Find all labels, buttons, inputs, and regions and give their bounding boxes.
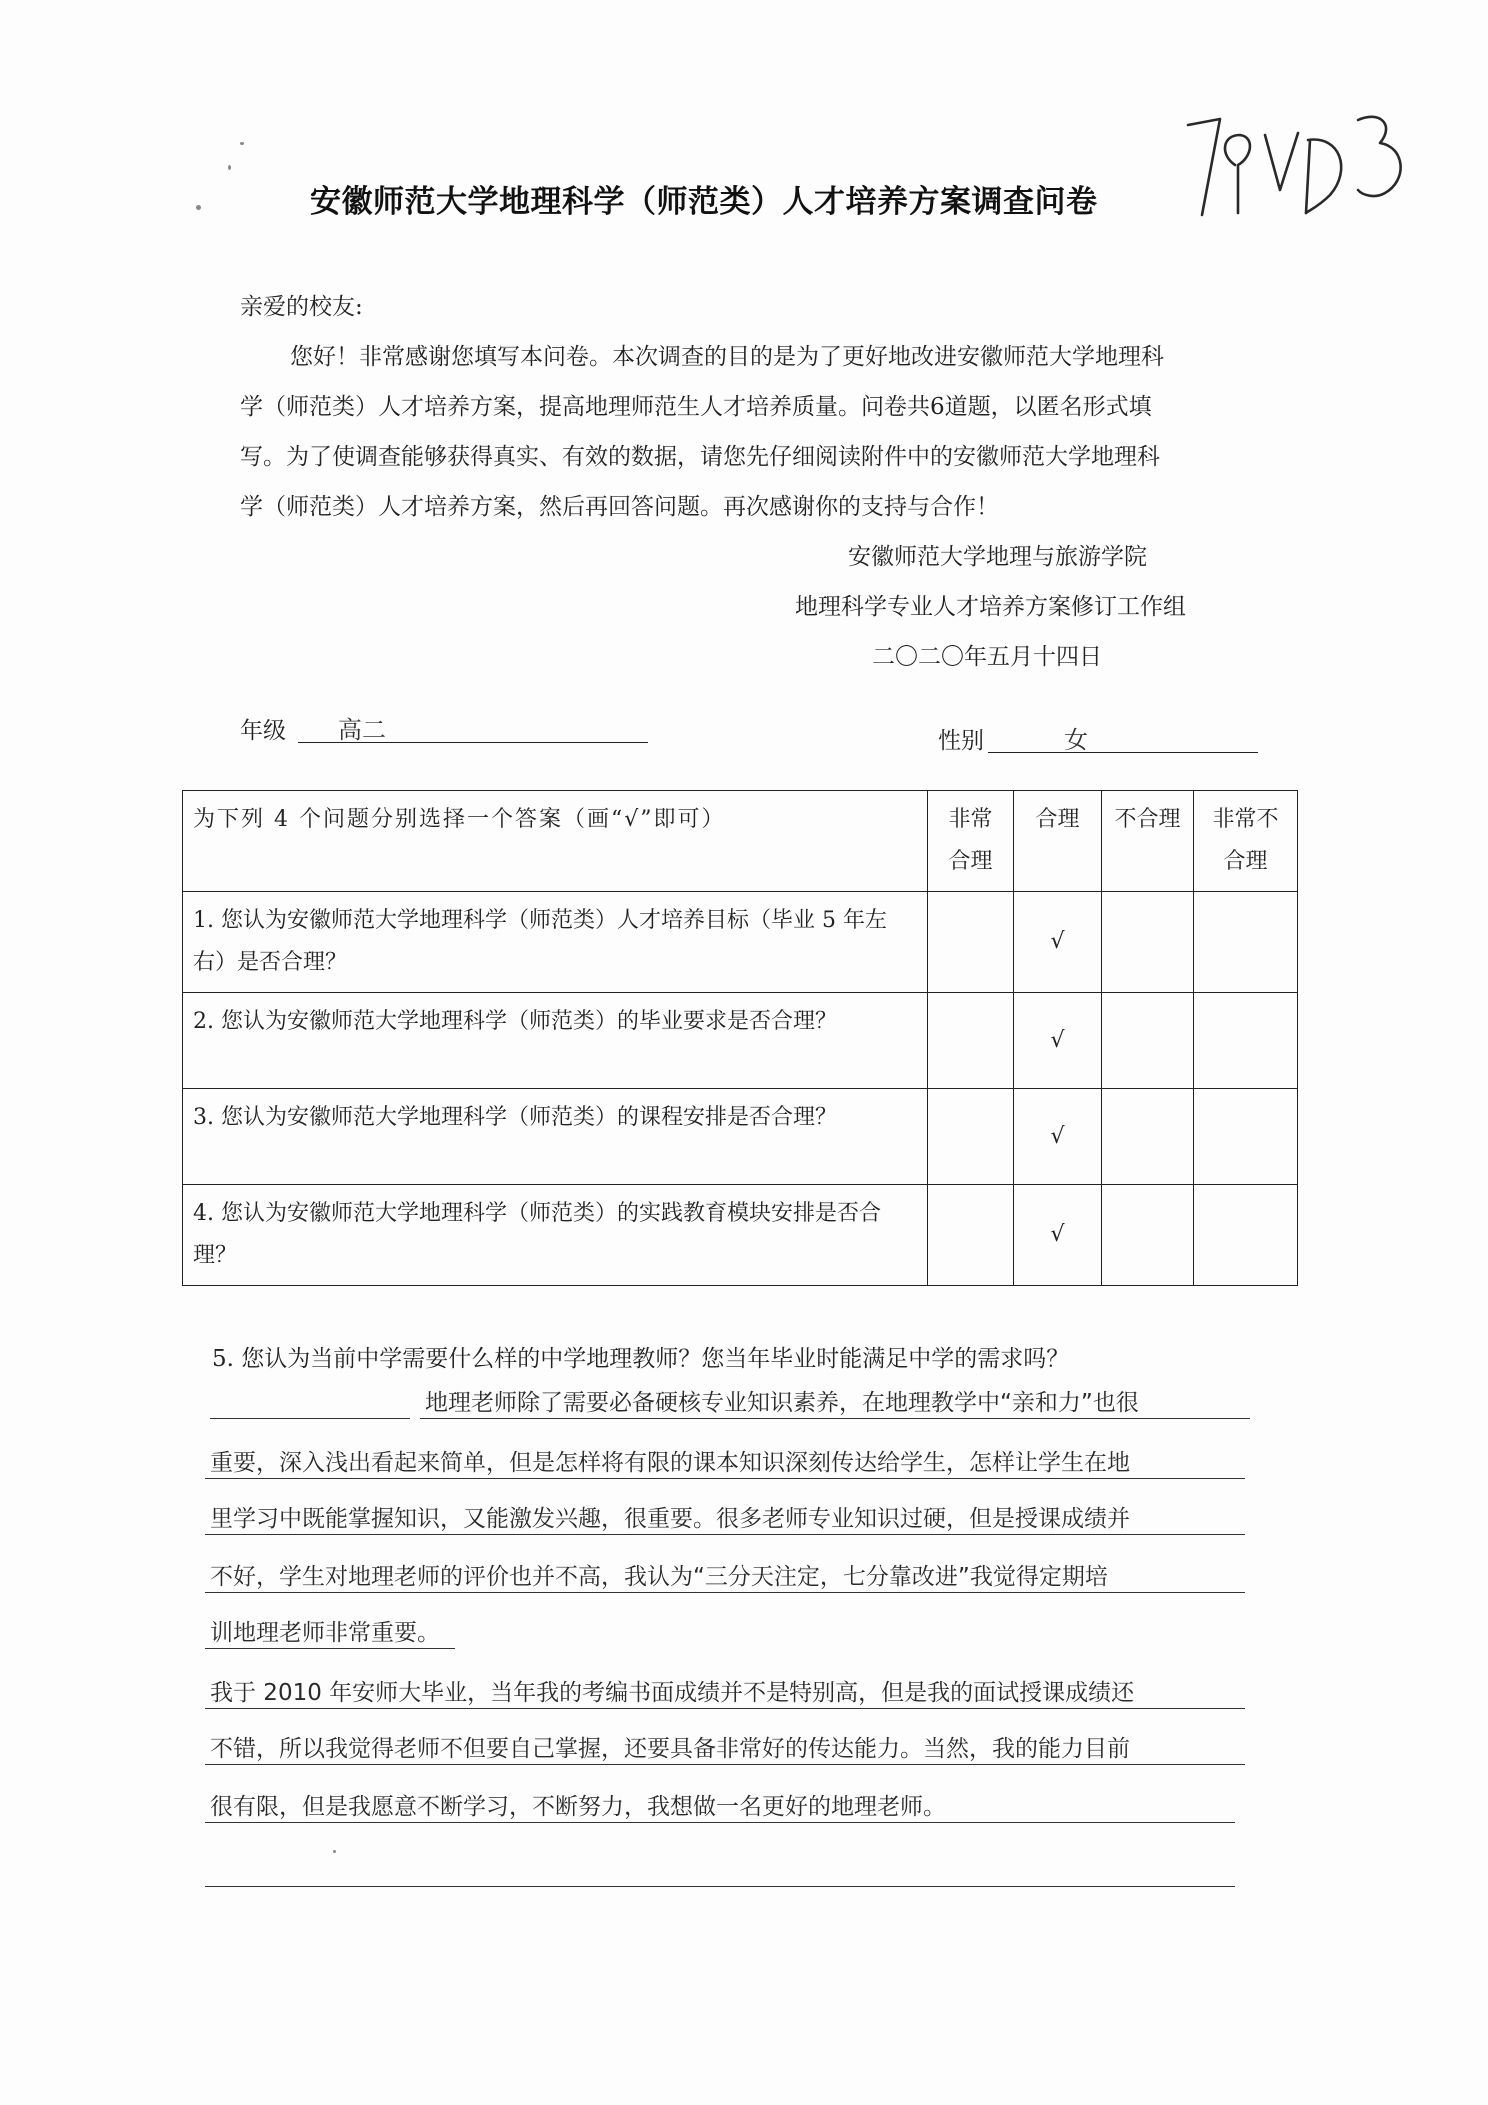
mark-unreasonable[interactable] (1102, 1089, 1194, 1185)
gender-value[interactable]: 女 (1064, 726, 1088, 754)
question-text: 2. 您认为安徽师范大学地理科学（师范类）的毕业要求是否合理？ (183, 993, 928, 1089)
rating-table (182, 790, 1298, 1286)
mark-very-unreasonable[interactable] (1194, 1185, 1298, 1286)
question-5-prompt: 5. 您认为当前中学需要什么样的中学地理教师？您当年毕业时能满足中学的需求吗？ (212, 1346, 1070, 1372)
mark-very-reasonable[interactable] (928, 1089, 1014, 1185)
gender-underline (988, 752, 1258, 753)
answer-rule (205, 1708, 1245, 1709)
option-reasonable: 合理 (1014, 791, 1102, 892)
answer-rule (205, 1886, 1235, 1887)
mark-very-reasonable[interactable] (928, 993, 1014, 1089)
gender-label: 性别 (938, 728, 984, 754)
table-row (183, 892, 1298, 993)
grade-value[interactable]: 高二 (338, 716, 386, 744)
table-header-row (183, 791, 1298, 892)
question-text: 1. 您认为安徽师范大学地理科学（师范类）人才培养目标（毕业 5 年左右）是否合理？ (183, 892, 928, 993)
mark-very-reasonable[interactable] (928, 1185, 1014, 1286)
answer-rule (205, 1648, 455, 1649)
scan-speck (333, 1850, 336, 1853)
scan-speck (240, 142, 244, 145)
mark-very-unreasonable[interactable] (1194, 1089, 1298, 1185)
mark-reasonable[interactable]: √ (1014, 892, 1102, 993)
intro-line: 学（师范类）人才培养方案，提高地理师范生人才培养质量。问卷共6道题，以匿名形式填 (240, 394, 1152, 420)
answer-line: 很有限，但是我愿意不断学习，不断努力，我想做一名更好的地理老师。 (210, 1794, 946, 1820)
answer-rule (205, 1478, 1245, 1479)
table-instruction: 为下列 4 个问题分别选择一个答案（画“√”即可） (183, 791, 928, 892)
table-row (183, 1185, 1298, 1286)
scan-speck (196, 205, 201, 210)
grade-label: 年级 (240, 718, 286, 744)
answer-rule (210, 1418, 410, 1419)
signature-group: 地理科学专业人才培养方案修订工作组 (795, 594, 1186, 620)
option-unreasonable: 不合理 (1102, 791, 1194, 892)
mark-very-reasonable[interactable] (928, 892, 1014, 993)
salutation: 亲爱的校友: (240, 294, 363, 320)
intro-line: 您好！非常感谢您填写本问卷。本次调查的目的是为了更好地改进安徽师范大学地理科 (290, 344, 1164, 370)
answer-line: 重要，深入浅出看起来简单，但是怎样将有限的课本知识深刻传达给学生，怎样让学生在地 (210, 1450, 1130, 1476)
mark-very-unreasonable[interactable] (1194, 993, 1298, 1089)
mark-very-unreasonable[interactable] (1194, 892, 1298, 993)
answer-line: 不错，所以我觉得老师不但要自己掌握，还要具备非常好的传达能力。当然，我的能力目前 (210, 1736, 1130, 1762)
answer-rule (205, 1764, 1245, 1765)
mark-reasonable[interactable]: √ (1014, 993, 1102, 1089)
mark-unreasonable[interactable] (1102, 1185, 1194, 1286)
option-very-unreasonable: 非常不合理 (1194, 791, 1298, 892)
option-very-reasonable: 非常合理 (928, 791, 1014, 892)
intro-line: 学（师范类）人才培养方案，然后再回答问题。再次感谢你的支持与合作！ (240, 494, 999, 520)
signature-org: 安徽师范大学地理与旅游学院 (848, 544, 1147, 570)
signature-date: 二〇二〇年五月十四日 (872, 644, 1102, 670)
grade-underline (298, 742, 648, 743)
mark-reasonable[interactable]: √ (1014, 1185, 1102, 1286)
table-row (183, 1089, 1298, 1185)
answer-rule (205, 1534, 1245, 1535)
intro-line: 写。为了使调查能够获得真实、有效的数据，请您先仔细阅读附件中的安徽师范大学地理科 (240, 444, 1160, 470)
answer-line: 地理老师除了需要必备硬核专业知识素养，在地理教学中“亲和力”也很 (425, 1390, 1139, 1416)
handwritten-id-number (1180, 95, 1410, 245)
answer-rule (420, 1418, 1250, 1419)
answer-line: 里学习中既能掌握知识，又能激发兴趣，很重要。很多老师专业知识过硬，但是授课成绩并 (210, 1506, 1130, 1532)
mark-unreasonable[interactable] (1102, 892, 1194, 993)
answer-line: 不好，学生对地理老师的评价也并不高，我认为“三分天注定，七分靠改进”我觉得定期培 (210, 1564, 1108, 1590)
question-text: 4. 您认为安徽师范大学地理科学（师范类）的实践教育模块安排是否合理？ (183, 1185, 928, 1286)
table-row (183, 993, 1298, 1089)
page-title: 安徽师范大学地理科学（师范类）人才培养方案调查问卷 (310, 184, 1098, 220)
answer-line: 训地理老师非常重要。 (210, 1620, 440, 1646)
scan-speck (228, 165, 231, 170)
answer-rule (205, 1592, 1245, 1593)
mark-reasonable[interactable]: √ (1014, 1089, 1102, 1185)
mark-unreasonable[interactable] (1102, 993, 1194, 1089)
answer-line: 我于 2010 年安师大毕业，当年我的考编书面成绩并不是特别高，但是我的面试授课成绩还 (210, 1680, 1135, 1706)
answer-rule (205, 1822, 1235, 1823)
question-text: 3. 您认为安徽师范大学地理科学（师范类）的课程安排是否合理？ (183, 1089, 928, 1185)
